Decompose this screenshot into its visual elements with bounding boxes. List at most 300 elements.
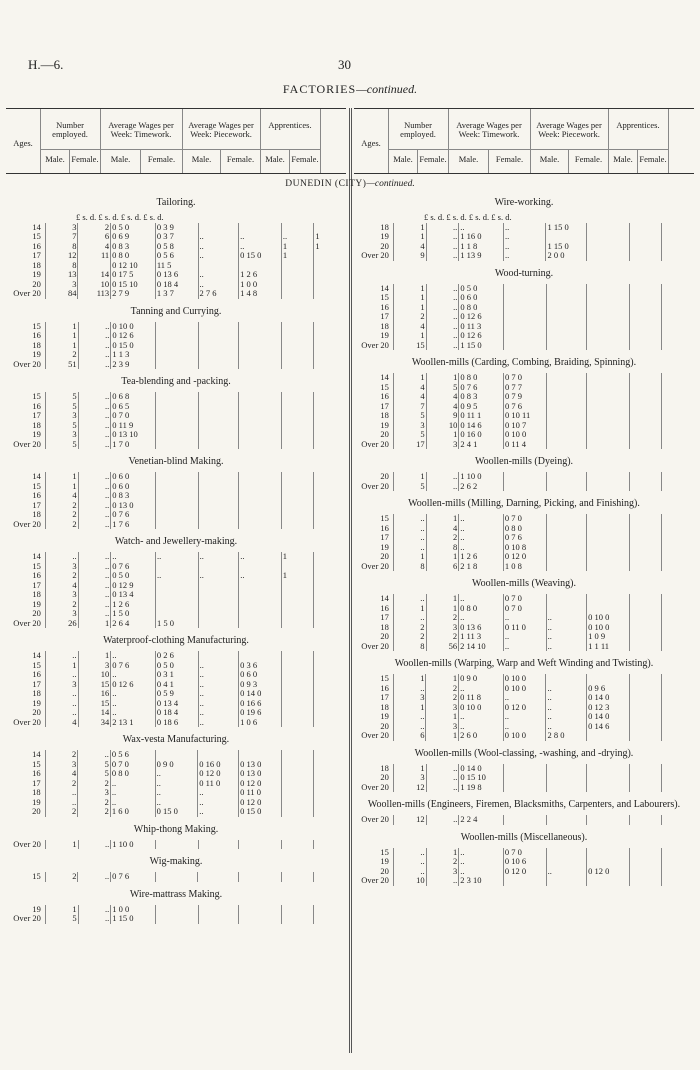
header-col-title: Average Wages per Week: Piecework.: [188, 120, 254, 139]
table-row: [6, 360, 346, 370]
table-cell: ..: [155, 571, 198, 581]
table-row: [6, 788, 346, 798]
table-cell: 0 11 0: [503, 623, 546, 633]
table-cell: [662, 783, 694, 793]
header-male: Male.: [613, 154, 633, 164]
table-cell: [629, 524, 662, 534]
table-cell: 19: [32, 903, 41, 914]
table-row: [354, 331, 694, 341]
table-cell: [198, 360, 239, 370]
header-female: Female.: [639, 154, 667, 164]
header-male: Male.: [458, 154, 479, 164]
table-cell: [198, 341, 239, 351]
table-cell: ..: [426, 293, 459, 303]
table-cell: ..: [78, 510, 111, 520]
table-row: [6, 552, 346, 562]
section-table: [354, 472, 694, 491]
table-cell: [314, 350, 346, 360]
table-cell: 2: [45, 571, 78, 581]
table-cell: 10: [393, 876, 426, 886]
table-cell: Over 20: [361, 730, 389, 740]
table-cell: [281, 600, 314, 610]
table-cell: ..: [78, 360, 111, 370]
table-cell: [629, 430, 662, 440]
table-cell: [587, 303, 630, 313]
table-cell: 20: [380, 429, 389, 439]
table-cell: 1 0 8: [503, 562, 546, 572]
table-cell: [281, 421, 314, 431]
table-cell: [314, 392, 346, 402]
table-cell: 1 2 6: [239, 270, 282, 280]
table-cell: [662, 684, 694, 694]
table-cell: [662, 674, 694, 684]
title-text: FACTORIES: [282, 82, 357, 96]
table-cell: 1 5 0: [111, 609, 156, 619]
table-cell: 17: [380, 400, 389, 411]
table-cell: 0 6 0: [459, 293, 504, 303]
table-cell: 2: [45, 600, 78, 610]
table-row: [354, 731, 694, 741]
table-cell: [314, 680, 346, 690]
table-cell: [629, 482, 662, 492]
table-cell: [662, 514, 694, 524]
table-cell: 0 7 6: [459, 383, 504, 393]
table-row: [354, 383, 694, 393]
table-cell: [546, 562, 587, 572]
table-cell: [198, 411, 239, 421]
table-cell: [198, 600, 239, 610]
table-cell: 3: [45, 411, 78, 421]
table-cell: 12: [393, 783, 426, 793]
table-cell: 2: [45, 807, 78, 817]
table-cell: 0 7 6: [504, 402, 547, 412]
table-cell: [629, 533, 662, 543]
page-number: 30: [338, 57, 351, 72]
table-cell: 3: [45, 609, 78, 619]
table-cell: [587, 251, 629, 261]
table-cell: ..: [78, 482, 111, 492]
table-cell: [662, 703, 694, 713]
table-cell: 0 10 0: [503, 674, 546, 684]
table-cell: ..: [198, 251, 239, 261]
table-cell: 17: [32, 579, 41, 590]
section-title: Wig-making.: [149, 856, 203, 867]
table-cell: 0 7 6: [111, 661, 156, 671]
table-cell: [281, 350, 314, 360]
table-cell: [314, 421, 346, 431]
table-cell: [314, 491, 346, 501]
table-cell: [587, 472, 630, 482]
table-cell: ..: [78, 600, 111, 610]
table-cell: 1: [45, 322, 78, 332]
table-cell: ..: [503, 242, 546, 252]
table-cell: [239, 581, 282, 591]
table-cell: ..: [155, 779, 198, 789]
table-cell: 0 7 6: [111, 562, 156, 572]
table-cell: Over 20: [13, 438, 41, 449]
table-cell: 1: [393, 764, 426, 774]
table-cell: [587, 773, 630, 783]
table-cell: [198, 905, 239, 915]
table-cell: [629, 322, 662, 332]
table-cell: 0 14 0: [239, 689, 282, 699]
table-cell: [629, 440, 662, 450]
table-cell: [281, 661, 314, 671]
table-row: [6, 280, 346, 290]
table-cell: 0 6 0: [239, 670, 282, 680]
table-row: [6, 392, 346, 402]
table-cell: [198, 430, 239, 440]
table-cell: [156, 322, 199, 332]
section-title: Tea-blending and -packing.: [121, 376, 231, 387]
table-cell: [662, 722, 694, 732]
table-cell: [281, 440, 314, 450]
table-cell: 3: [45, 590, 78, 600]
table-cell: 5: [78, 769, 111, 779]
table-cell: ..: [426, 232, 459, 242]
table-cell: [198, 440, 239, 450]
section-title: Wire-working.: [494, 197, 554, 208]
table-cell: ..: [78, 331, 111, 341]
section-table: [6, 905, 346, 924]
table-cell: 18: [380, 621, 389, 632]
table-cell: [587, 533, 629, 543]
table-cell: [314, 914, 346, 924]
table-row: [354, 392, 694, 402]
table-cell: [156, 472, 199, 482]
table-cell: [281, 510, 314, 520]
table-cell: [281, 750, 314, 760]
table-cell: [629, 251, 662, 261]
table-cell: [281, 331, 314, 341]
table-cell: 16: [32, 490, 41, 500]
table-cell: 0 11 0: [239, 788, 282, 798]
table-cell: 0 9 3: [239, 680, 282, 690]
table-row: [354, 232, 694, 242]
table-cell: 5: [45, 402, 78, 412]
table-cell: ..: [426, 312, 459, 322]
table-cell: [156, 840, 199, 850]
table-cell: 0 10 0: [587, 623, 630, 633]
table-cell: 2: [393, 312, 426, 322]
city-continued: —continued.: [366, 179, 415, 189]
table-cell: 3: [78, 788, 111, 798]
section-table: [354, 373, 694, 449]
table-cell: [546, 322, 587, 332]
table-cell: [156, 501, 199, 511]
table-cell: [314, 331, 346, 341]
section-table: [6, 872, 346, 882]
table-cell: 16: [32, 669, 41, 679]
table-cell: [629, 312, 662, 322]
column-divider-2: [351, 108, 352, 1053]
table-cell: 0 9 6: [587, 684, 630, 694]
table-cell: 0 7 0: [503, 514, 546, 524]
table-cell: 1: [393, 604, 426, 614]
money-units-row: [354, 213, 694, 223]
table-cell: ..: [546, 623, 586, 633]
table-cell: 3: [426, 867, 459, 877]
table-row: [354, 341, 694, 351]
table-cell: 2: [45, 872, 78, 882]
table-cell: [504, 293, 547, 303]
table-cell: 1 15 0: [111, 914, 156, 924]
table-cell: 15: [32, 320, 41, 331]
table-cell: ..: [198, 708, 239, 718]
table-cell: ..: [503, 642, 546, 652]
table-cell: [587, 594, 630, 604]
table-cell: [662, 613, 694, 623]
header-split: [568, 149, 569, 173]
table-cell: 0 12 6: [111, 331, 156, 341]
table-cell: [198, 350, 239, 360]
table-row: [354, 303, 694, 313]
table-row: [354, 642, 694, 652]
table-row: [6, 472, 346, 482]
table-row: [6, 600, 346, 610]
table-cell: 1: [281, 251, 314, 261]
table-cell: [314, 590, 346, 600]
table-cell: 0 8 0: [111, 251, 156, 261]
table-cell: 2: [78, 779, 111, 789]
table-cell: 16: [32, 330, 41, 340]
table-cell: [662, 430, 694, 440]
table-cell: [662, 642, 694, 652]
table-cell: [546, 421, 586, 431]
table-row: [6, 482, 346, 492]
table-cell: 1 16 0: [459, 232, 504, 242]
table-cell: [281, 872, 314, 882]
table-cell: [156, 905, 199, 915]
table-cell: ..: [198, 689, 239, 699]
table-cell: [156, 430, 199, 440]
table-cell: 15: [32, 560, 41, 571]
table-cell: 19: [380, 419, 389, 430]
table-cell: ..: [198, 280, 239, 290]
table-cell: 15: [380, 846, 389, 857]
table-cell: 16: [380, 602, 389, 613]
table-cell: 15: [380, 673, 389, 683]
table-cell: [629, 783, 662, 793]
table-cell: 2: [78, 798, 111, 808]
table-cell: ..: [459, 848, 504, 858]
table-cell: 0 10 8: [503, 543, 546, 553]
table-cell: 0 10 11: [504, 411, 547, 421]
table-cell: ..: [503, 251, 546, 261]
table-row: [6, 680, 346, 690]
table-cell: 2: [426, 693, 459, 703]
money-units: £ s. d. £ s. d. £ s. d. £ s. d.: [76, 212, 164, 222]
table-cell: 0 13 6: [155, 270, 198, 280]
table-cell: 0 6 0: [111, 482, 156, 492]
table-cell: ..: [546, 684, 587, 694]
city-heading: [0, 179, 700, 189]
table-row: [354, 712, 694, 722]
table-cell: [587, 322, 630, 332]
table-cell: [281, 289, 314, 299]
table-cell: ..: [426, 284, 459, 294]
table-cell: 0 13 10: [111, 430, 156, 440]
header-rule: [608, 149, 668, 150]
table-cell: ..: [546, 867, 587, 877]
table-cell: 0 3 6: [239, 661, 282, 671]
table-row: [6, 590, 346, 600]
table-cell: Over 20: [13, 617, 41, 628]
table-cell: 18: [380, 410, 389, 420]
table-row: [6, 718, 346, 728]
table-row: [6, 341, 346, 351]
table-cell: [629, 684, 662, 694]
table-row: [354, 703, 694, 713]
table-cell: 0 10 0: [111, 322, 156, 332]
table-cell: [629, 623, 662, 633]
table-cell: [281, 905, 314, 915]
table-cell: ..: [503, 632, 546, 642]
table-cell: 15: [380, 292, 389, 302]
table-cell: ..: [426, 764, 459, 774]
table-row: [354, 223, 694, 233]
table-cell: 0 8 3: [459, 392, 504, 402]
table-cell: [629, 848, 662, 858]
table-cell: 1: [393, 552, 426, 562]
table-cell: [546, 533, 587, 543]
table-cell: [587, 373, 629, 383]
table-cell: 4: [426, 392, 459, 402]
table-cell: 18: [32, 589, 41, 599]
table-cell: 1 2 6: [111, 600, 156, 610]
table-cell: 0 13 0: [239, 760, 282, 770]
table-cell: 14: [32, 749, 41, 759]
table-cell: 56: [426, 642, 459, 652]
table-cell: [314, 581, 346, 591]
section-table: [6, 472, 346, 529]
table-cell: [587, 284, 630, 294]
table-cell: [156, 482, 199, 492]
table-cell: 15: [32, 231, 41, 241]
table-cell: 0 3 9: [155, 223, 198, 233]
table-cell: 113: [78, 289, 111, 299]
table-cell: 3: [426, 440, 459, 450]
table-row: [354, 312, 694, 322]
table-cell: 1: [45, 331, 78, 341]
table-cell: [587, 430, 629, 440]
table-cell: 10: [78, 670, 111, 680]
table-cell: 2: [45, 779, 78, 789]
table-cell: 0 9 0: [155, 760, 198, 770]
table-cell: [314, 251, 346, 261]
table-cell: ..: [503, 722, 546, 732]
column-header-left: [6, 108, 346, 174]
table-cell: 1: [281, 571, 314, 581]
table-cell: 0 14 0: [459, 764, 504, 774]
table-row: [354, 284, 694, 294]
table-cell: 3: [45, 680, 78, 690]
table-cell: 19: [32, 429, 41, 439]
table-cell: ..: [78, 571, 111, 581]
table-cell: [662, 421, 694, 431]
table-cell: 19: [32, 796, 41, 807]
table-cell: 18: [380, 320, 389, 331]
table-cell: [239, 914, 282, 924]
table-cell: 1: [281, 242, 314, 252]
table-cell: 14: [380, 593, 389, 603]
table-cell: [546, 312, 587, 322]
table-cell: [587, 223, 629, 233]
table-cell: [314, 807, 346, 817]
table-cell: [662, 373, 694, 383]
table-cell: [155, 562, 198, 572]
table-cell: 0 12 0: [503, 867, 546, 877]
table-cell: Over 20: [13, 716, 41, 727]
table-cell: 19: [380, 541, 389, 552]
table-row: [6, 750, 346, 760]
table-cell: [504, 303, 547, 313]
table-row: [6, 670, 346, 680]
table-cell: [156, 360, 199, 370]
table-cell: ..: [45, 651, 78, 661]
table-cell: [546, 293, 587, 303]
table-cell: 1: [45, 472, 78, 482]
table-cell: 0 11 3: [459, 322, 504, 332]
table-cell: [504, 764, 547, 774]
table-cell: 0 13 0: [111, 501, 156, 511]
table-cell: 20: [32, 707, 41, 717]
table-cell: 1: [426, 674, 459, 684]
table-cell: 1: [45, 661, 78, 671]
section-title: Woollen-mills (Carding, Combing, Braiding, Spinning).: [411, 357, 637, 368]
table-cell: 4: [393, 383, 426, 393]
table-row: [6, 760, 346, 770]
section-title: Woollen-mills (Weaving).: [472, 578, 576, 589]
table-cell: 16: [32, 240, 41, 251]
table-row: [354, 815, 694, 825]
table-cell: 1 5 0: [155, 619, 198, 629]
table-cell: 18: [32, 259, 41, 270]
table-cell: [239, 472, 282, 482]
table-cell: ..: [78, 520, 111, 530]
table-cell: [239, 491, 282, 501]
table-cell: [629, 411, 662, 421]
table-cell: [314, 769, 346, 779]
table-cell: 2 13 1: [111, 718, 156, 728]
table-row: [6, 581, 346, 591]
table-cell: [155, 872, 198, 882]
table-cell: [281, 411, 314, 421]
table-cell: 17: [393, 440, 426, 450]
table-cell: 9: [426, 411, 459, 421]
table-cell: 0 18 6: [155, 718, 198, 728]
header-female: Female.: [226, 154, 255, 164]
table-cell: 7: [45, 232, 78, 242]
table-cell: [587, 482, 630, 492]
column-divider: [349, 108, 350, 1053]
table-cell: 18: [32, 509, 41, 519]
section-title: Wood-turning.: [494, 267, 554, 279]
table-cell: ..: [78, 609, 111, 619]
table-cell: 14: [380, 282, 389, 293]
table-cell: 2 4 1: [459, 440, 504, 450]
table-row: [6, 661, 346, 671]
table-cell: [662, 223, 694, 233]
table-cell: [629, 303, 662, 313]
table-cell: [156, 510, 199, 520]
table-cell: [504, 331, 547, 341]
table-cell: [546, 383, 586, 393]
table-cell: 0 13 4: [111, 590, 156, 600]
table-cell: 20: [380, 631, 389, 641]
header-rule: [260, 149, 320, 150]
table-cell: [314, 411, 346, 421]
